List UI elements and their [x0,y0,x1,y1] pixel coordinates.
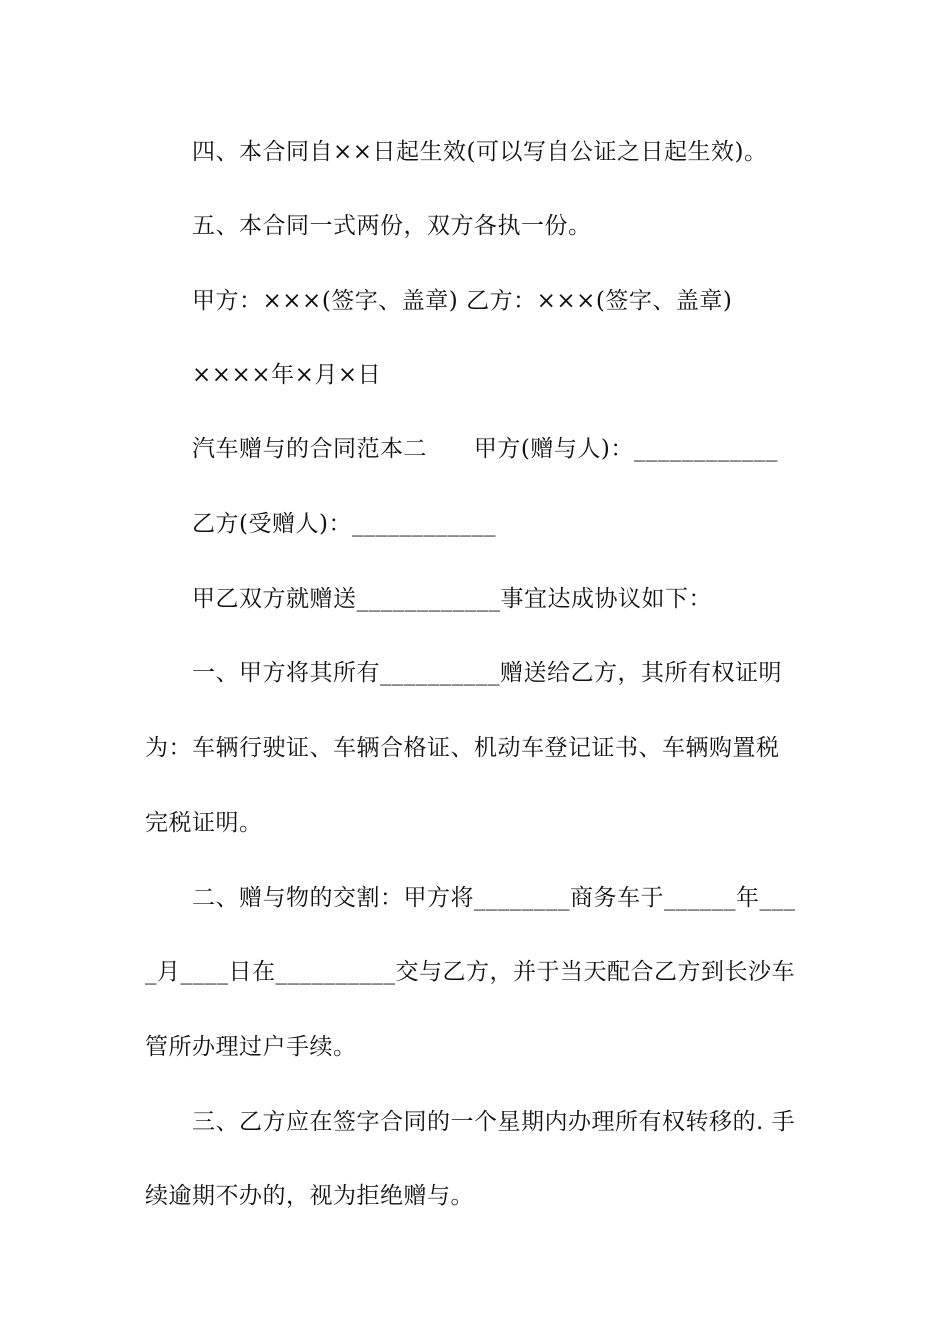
clause-three-line-1: 三、乙方应在签字合同的一个星期内办理所有权转移的. 手 [192,1109,796,1135]
template-two-heading: 汽车赠与的合同范本二 甲方(赠与人)：____________ [192,436,778,462]
date-line: ××××年×月×日 [192,362,382,388]
clause-two-line-3: 管所办理过户手续。 [145,1034,357,1060]
clause-one-line-2: 为：车辆行驶证、车辆合格证、机动车登记证书、车辆购置税 [145,735,780,761]
agreement-intro: 甲乙双方就赠送____________事宜达成协议如下： [192,586,712,612]
clause-three-line-2: 续逾期不办的，视为拒绝赠与。 [145,1183,474,1209]
signature-line: 甲方：×××(签字、盖章) 乙方：×××(签字、盖章) [192,288,733,314]
clause-two-line-1: 二、赠与物的交割：甲方将________商务车于______年___ [192,885,796,911]
clause-four: 四、本合同自××日起生效(可以写自公证之日起生效)。 [192,139,768,165]
clause-one-line-3: 完税证明。 [145,810,263,836]
clause-one-line-1: 一、甲方将其所有__________赠送给乙方，其所有权证明 [192,660,782,686]
clause-two-line-2: _月____日在__________交与乙方，并于当天配合乙方到长沙车 [145,959,795,985]
clause-five: 五、本合同一式两份，双方各执一份。 [192,213,592,239]
party-b-line: 乙方(受赠人)：____________ [192,511,496,537]
